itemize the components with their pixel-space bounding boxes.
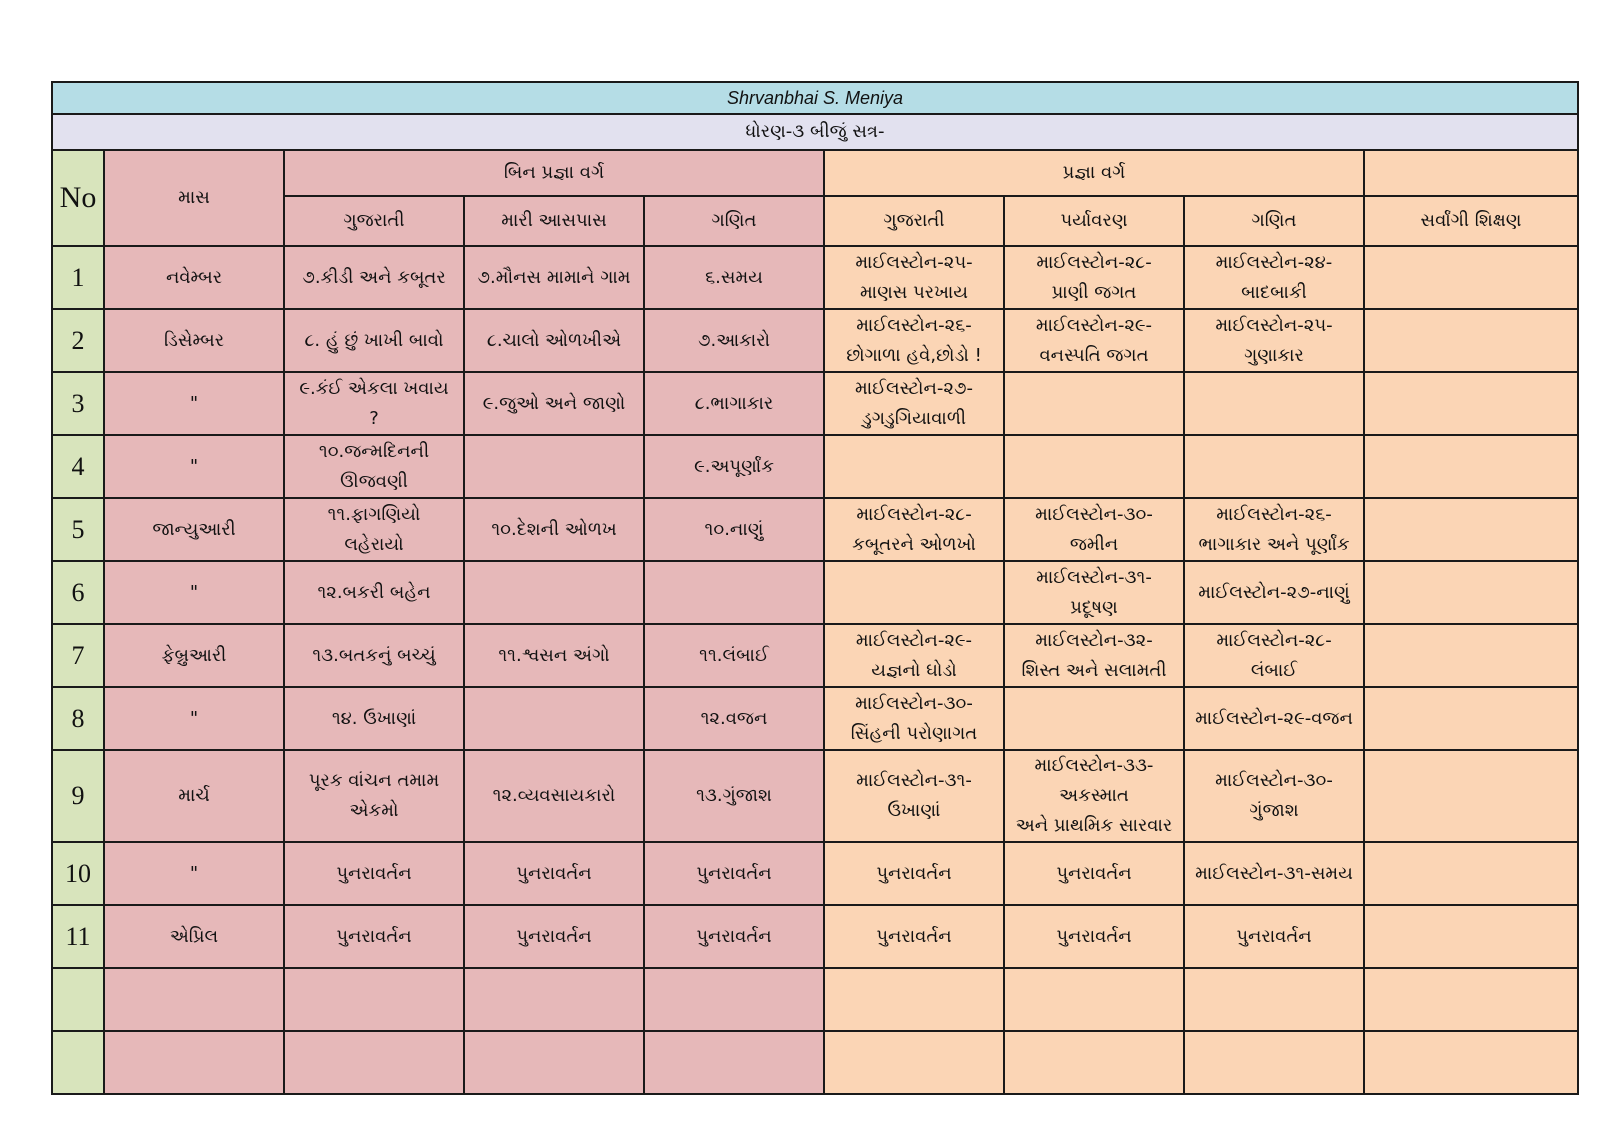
table-row [52,309,1578,372]
cell-pragna-paryavaran: પુનરાવર્તન [1004,842,1184,905]
cell-bin-gujarati: પુનરાવર્તન [284,905,464,968]
cell-sarvangi-shikshan [1364,624,1578,687]
row-number: 7 [52,624,104,687]
cell-bin-mari-aaspaas: ૯.જુઓ અને જાણો [464,372,644,435]
cell-pragna-paryavaran: માઈલસ્ટોન-૩૩-અકસ્માત અને પ્રાથમિક સારવાર [1004,750,1184,842]
row-month [104,1031,284,1094]
row-month: " [104,561,284,624]
cell-bin-ganit: ૧૨.વજન [644,687,824,750]
cell-pragna-gujarati: માઈલસ્ટોન-૨૭- ડુગડુગિયાવાળી [824,372,1004,435]
cell-pragna-paryavaran [1004,968,1184,1031]
cell-bin-mari-aaspaas: પુનરાવર્તન [464,905,644,968]
cell-sarvangi-shikshan [1364,561,1578,624]
teacher-name-title: Shrvanbhai S. Meniya [52,82,1578,114]
cell-bin-ganit [644,1031,824,1094]
cell-pragna-ganit [1184,968,1364,1031]
cell-sarvangi-shikshan [1364,905,1578,968]
cell-pragna-ganit: માઈલસ્ટોન-૨૯-વજન [1184,687,1364,750]
cell-pragna-ganit [1184,1031,1364,1094]
cell-pragna-paryavaran: માઈલસ્ટોન-૩૨- શિસ્ત અને સલામતી [1004,624,1184,687]
cell-pragna-gujarati [824,1031,1004,1094]
cell-bin-mari-aaspaas [464,435,644,498]
cell-bin-ganit: પુનરાવર્તન [644,905,824,968]
header-group-pragna: પ્રજ્ઞા વર્ગ [824,150,1364,196]
cell-bin-gujarati [284,968,464,1031]
cell-pragna-gujarati: માઈલસ્ટોન-૨૫- માણસ પરખાય [824,246,1004,309]
cell-bin-ganit [644,561,824,624]
cell-bin-gujarati: ૧૩.બતકનું બચ્ચું [284,624,464,687]
row-number [52,1031,104,1094]
table-row [52,687,1578,750]
cell-pragna-paryavaran [1004,687,1184,750]
cell-bin-mari-aaspaas: ૮.ચાલો ઓળખીએ [464,309,644,372]
header-bin-gujarati: ગુજરાતી [284,196,464,246]
cell-bin-gujarati: ૧૧.ફાગણિયો લહેરાયો [284,498,464,561]
cell-pragna-paryavaran [1004,372,1184,435]
cell-pragna-gujarati [824,968,1004,1031]
cell-pragna-paryavaran [1004,435,1184,498]
table-row [52,498,1578,561]
cell-bin-gujarati: ૭.કીડી અને કબૂતર [284,246,464,309]
cell-bin-mari-aaspaas: ૧૧.શ્વસન અંગો [464,624,644,687]
cell-pragna-paryavaran: માઈલસ્ટોન-૨૮- પ્રાણી જગત [1004,246,1184,309]
header-pragna-paryavaran: પર્યાવરણ [1004,196,1184,246]
cell-bin-gujarati: ૮. હું છું ખાખી બાવો [284,309,464,372]
cell-bin-mari-aaspaas: ૧૦.દેશની ઓળખ [464,498,644,561]
cell-pragna-paryavaran: માઈલસ્ટોન-૩૦- જમીન [1004,498,1184,561]
cell-bin-ganit: ૭.આકારો [644,309,824,372]
cell-pragna-ganit: માઈલસ્ટોન-૨૮- લંબાઈ [1184,624,1364,687]
header-month: માસ [104,150,284,246]
cell-pragna-paryavaran [1004,1031,1184,1094]
row-month [104,968,284,1031]
cell-pragna-gujarati: પુનરાવર્તન [824,842,1004,905]
cell-bin-mari-aaspaas: ૭.મૌનસ મામાને ગામ [464,246,644,309]
row-number: 11 [52,905,104,968]
cell-bin-mari-aaspaas [464,687,644,750]
standard-semester-subtitle: ધોરણ-૩ બીજું સત્ર- [52,114,1578,150]
cell-sarvangi-shikshan [1364,246,1578,309]
row-number: 9 [52,750,104,842]
header-no: No [52,150,104,246]
cell-sarvangi-shikshan [1364,435,1578,498]
row-number: 8 [52,687,104,750]
table-row [52,372,1578,435]
header-bin-mari-aaspaas: મારી આસપાસ [464,196,644,246]
row-number: 1 [52,246,104,309]
table-row [52,246,1578,309]
cell-bin-gujarati: ૧૦.જન્મદિનની ઊજવણી [284,435,464,498]
cell-bin-mari-aaspaas: પુનરાવર્તન [464,842,644,905]
cell-sarvangi-shikshan [1364,309,1578,372]
row-number: 2 [52,309,104,372]
cell-bin-ganit: ૮.ભાગાકાર [644,372,824,435]
cell-pragna-gujarati: પુનરાવર્તન [824,905,1004,968]
cell-pragna-ganit [1184,372,1364,435]
cell-pragna-ganit: પુનરાવર્તન [1184,905,1364,968]
cell-sarvangi-shikshan [1364,1031,1578,1094]
header-pragna-gujarati: ગુજરાતી [824,196,1004,246]
row-number [52,968,104,1031]
cell-pragna-ganit: માઈલસ્ટોન-૨૫- ગુણાકાર [1184,309,1364,372]
row-month: જાન્યુઆરી [104,498,284,561]
row-month: ડિસેમ્બર [104,309,284,372]
cell-bin-ganit: ૧૦.નાણું [644,498,824,561]
row-month: એપ્રિલ [104,905,284,968]
cell-bin-gujarati: ૯.કંઈ એકલા ખવાય ? [284,372,464,435]
row-month: " [104,372,284,435]
cell-sarvangi-shikshan [1364,750,1578,842]
cell-bin-gujarati: પૂરક વાંચન તમામ એકમો [284,750,464,842]
cell-pragna-paryavaran: માઈલસ્ટોન-૩૧- પ્રદૂષણ [1004,561,1184,624]
table-row [52,624,1578,687]
cell-sarvangi-shikshan [1364,842,1578,905]
row-month: ફેબ્રુઆરી [104,624,284,687]
cell-bin-gujarati [284,1031,464,1094]
table-row [52,750,1578,842]
table-row [52,968,1578,1031]
curriculum-table [51,81,1579,1095]
row-month: માર્ચ [104,750,284,842]
cell-sarvangi-shikshan [1364,498,1578,561]
row-number: 3 [52,372,104,435]
row-month: નવેમ્બર [104,246,284,309]
cell-bin-gujarati: ૧૪. ઉખાણાં [284,687,464,750]
cell-pragna-gujarati [824,435,1004,498]
row-month: " [104,687,284,750]
header-blank [1364,150,1578,196]
cell-pragna-gujarati [824,561,1004,624]
row-number: 6 [52,561,104,624]
row-number: 4 [52,435,104,498]
cell-pragna-gujarati: માઈલસ્ટોન-૩૦- સિંહની પરોણાગત [824,687,1004,750]
cell-pragna-ganit: માઈલસ્ટોન-૨૪- બાદબાકી [1184,246,1364,309]
header-pragna-ganit: ગણિત [1184,196,1364,246]
row-month: " [104,435,284,498]
cell-pragna-gujarati: માઈલસ્ટોન-૨૬- છોગાળા હવે,છોડો ! [824,309,1004,372]
cell-pragna-ganit: માઈલસ્ટોન-૨૭-નાણું [1184,561,1364,624]
cell-bin-mari-aaspaas [464,1031,644,1094]
cell-bin-mari-aaspaas [464,968,644,1031]
cell-bin-ganit: ૯.અપૂર્ણાંક [644,435,824,498]
cell-pragna-ganit [1184,435,1364,498]
cell-pragna-gujarati: માઈલસ્ટોન-૨૮- કબૂતરને ઓળખો [824,498,1004,561]
cell-pragna-ganit: માઈલસ્ટોન-૩૦- ગુંજાશ [1184,750,1364,842]
cell-sarvangi-shikshan [1364,687,1578,750]
table-row [52,905,1578,968]
row-number: 5 [52,498,104,561]
cell-sarvangi-shikshan [1364,968,1578,1031]
cell-pragna-ganit: માઈલસ્ટોન-૨૬- ભાગાકાર અને પૂર્ણાંક [1184,498,1364,561]
header-bin-ganit: ગણિત [644,196,824,246]
cell-bin-gujarati: ૧૨.બકરી બહેન [284,561,464,624]
table-row [52,435,1578,498]
cell-bin-mari-aaspaas [464,561,644,624]
cell-bin-ganit [644,968,824,1031]
cell-pragna-gujarati: માઈલસ્ટોન-૨૯- યજ્ઞનો ઘોડો [824,624,1004,687]
row-month: " [104,842,284,905]
cell-bin-ganit: ૧૧.લંબાઈ [644,624,824,687]
table-row [52,561,1578,624]
row-number: 10 [52,842,104,905]
cell-pragna-paryavaran: પુનરાવર્તન [1004,905,1184,968]
header-sarvangi-shikshan: સર્વાંગી શિક્ષણ [1364,196,1578,246]
cell-pragna-ganit: માઈલસ્ટોન-૩૧-સમય [1184,842,1364,905]
cell-pragna-paryavaran: માઈલસ્ટોન-૨૯- વનસ્પતિ જગત [1004,309,1184,372]
cell-bin-ganit: ૬.સમય [644,246,824,309]
cell-pragna-gujarati: માઈલસ્ટોન-૩૧- ઉખાણાં [824,750,1004,842]
table-row [52,842,1578,905]
cell-sarvangi-shikshan [1364,372,1578,435]
cell-bin-mari-aaspaas: ૧૨.વ્યવસાયકારો [464,750,644,842]
cell-bin-gujarati: પુનરાવર્તન [284,842,464,905]
cell-bin-ganit: ૧૩.ગુંજાશ [644,750,824,842]
cell-bin-ganit: પુનરાવર્તન [644,842,824,905]
table-row [52,1031,1578,1094]
header-group-bin-pragna: બિન પ્રજ્ઞા વર્ગ [284,150,824,196]
